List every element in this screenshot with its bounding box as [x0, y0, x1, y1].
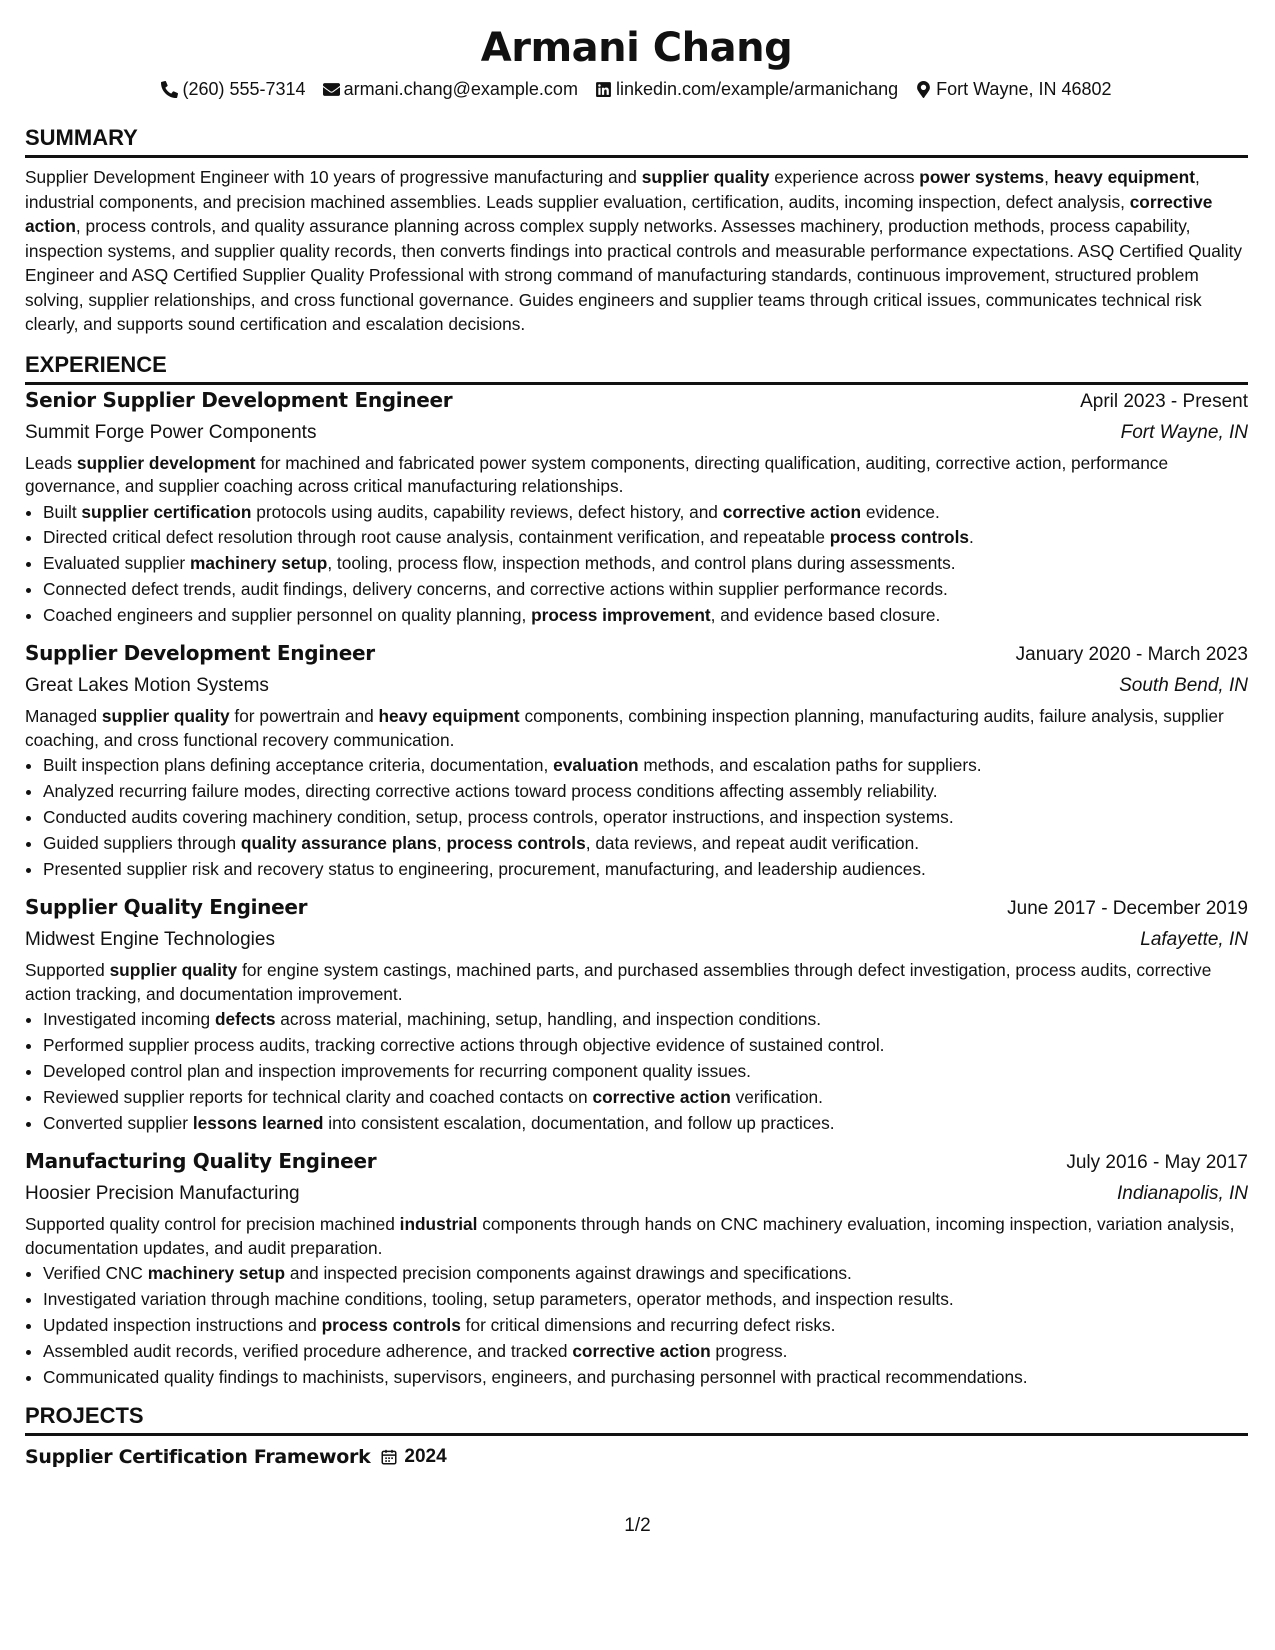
keyword-highlight: defects — [214, 1009, 276, 1030]
bullet-item — [43, 577, 1248, 603]
contact-phone — [161, 77, 305, 101]
job-title: Manufacturing Quality Engineer — [25, 1149, 377, 1174]
phone-icon — [161, 81, 178, 98]
bullet-item — [43, 1033, 1248, 1059]
job-header — [25, 638, 1248, 670]
text-run: Presented supplier risk and recovery status to engineering, procurement, manufacturing, and leadership audiences. — [43, 858, 926, 879]
bullet-item — [43, 1313, 1248, 1339]
phone-text: (260) 555-7314 — [182, 79, 306, 99]
keyword-highlight: corrective action — [722, 501, 862, 522]
project-date — [380, 1446, 446, 1468]
text-run: , — [436, 832, 447, 853]
text-run: progress. — [710, 1340, 788, 1361]
contact-linkedin[interactable] — [595, 77, 898, 101]
job-title: Supplier Development Engineer — [25, 641, 375, 666]
bullet-item — [43, 1059, 1248, 1085]
experience-list — [25, 385, 1248, 1391]
text-run: and inspected precision components against drawings and specifications. — [285, 1263, 852, 1284]
job-bullets — [25, 1007, 1248, 1136]
keyword-highlight: power systems — [919, 167, 1045, 187]
project-name: Supplier Certification Framework — [25, 1446, 371, 1469]
bullet-item — [43, 1111, 1248, 1137]
text-run: Built — [43, 501, 82, 522]
job-title: Senior Supplier Development Engineer — [25, 387, 453, 412]
job-company: Summit Forge Power Components — [25, 421, 317, 443]
bullet-item — [43, 1261, 1248, 1287]
text-run: Analyzed recurring failure modes, directing corrective actions toward process conditions affecting assembly reliability. — [43, 781, 938, 802]
job-bullets — [25, 753, 1248, 882]
bullet-item — [43, 500, 1248, 526]
job-entry — [25, 385, 1248, 629]
project-year: 2024 — [404, 1446, 447, 1468]
job-subheader — [25, 1178, 1248, 1210]
contact-email[interactable] — [323, 77, 578, 101]
text-run: protocols using audits, capability reviews, defect history, and — [251, 501, 723, 522]
job-entry — [25, 892, 1248, 1136]
summary-text — [25, 165, 1248, 337]
text-run: Managed — [25, 706, 102, 727]
text-run: across material, machining, setup, handling, and inspection conditions. — [275, 1009, 822, 1030]
text-run: Converted supplier — [43, 1112, 193, 1133]
text-run: Guided suppliers through — [43, 832, 241, 853]
job-location: South Bend, IN — [1119, 675, 1248, 697]
job-location: Fort Wayne, IN — [1120, 421, 1248, 443]
text-run: Coached engineers and supplier personnel on quality planning, — [43, 604, 532, 625]
bullet-item — [43, 1085, 1248, 1111]
text-run: , and evidence based closure. — [710, 604, 941, 625]
text-run: into consistent escalation, documentation, and follow up practices. — [323, 1112, 835, 1133]
keyword-highlight: supplier development — [76, 452, 256, 473]
job-header — [25, 1146, 1248, 1178]
keyword-highlight: heavy equipment — [1053, 167, 1195, 187]
text-run: Built inspection plans defining acceptance criteria, documentation, — [43, 755, 554, 776]
envelope-icon — [323, 81, 340, 98]
keyword-highlight: lessons learned — [192, 1112, 324, 1133]
page-number: 1/2 — [624, 1515, 651, 1536]
keyword-highlight: supplier quality — [101, 706, 230, 727]
job-dates: January 2020 - March 2023 — [1015, 644, 1248, 666]
text-run: evidence. — [861, 501, 940, 522]
keyword-highlight: supplier quality — [641, 167, 770, 187]
job-company: Hoosier Precision Manufacturing — [25, 1183, 300, 1205]
text-run: Evaluated supplier — [43, 553, 190, 574]
bullet-item — [43, 805, 1248, 831]
map-pin-icon — [915, 81, 932, 98]
text-run: Updated inspection instructions and — [43, 1315, 322, 1336]
email-text: armani.chang@example.com — [343, 79, 578, 99]
text-run: methods, and escalation paths for suppliers. — [638, 755, 982, 776]
job-location: Indianapolis, IN — [1117, 1183, 1248, 1205]
text-run: Developed control plan and inspection improvements for recurring component quality issues. — [43, 1061, 751, 1082]
candidate-name: Armani Chang — [480, 25, 793, 71]
experience-heading: EXPERIENCE — [25, 351, 1248, 385]
keyword-highlight: process improvement — [531, 604, 711, 625]
projects-heading: PROJECTS — [25, 1402, 1248, 1436]
contact-location — [915, 77, 1111, 101]
summary-heading: SUMMARY — [25, 124, 1248, 158]
text-run: Investigated incoming — [43, 1009, 215, 1030]
job-dates: April 2023 - Present — [1080, 390, 1248, 412]
keyword-highlight: heavy equipment — [378, 706, 520, 727]
keyword-highlight: supplier certification — [81, 501, 252, 522]
job-bullets — [25, 500, 1248, 629]
text-run: Supplier Development Engineer with 10 years of progressive manufacturing and — [25, 167, 642, 187]
job-description — [25, 1213, 1248, 1260]
text-run: for critical dimensions and recurring defect risks. — [460, 1315, 836, 1336]
linkedin-text: linkedin.com/example/armanichang — [615, 79, 899, 99]
job-location: Lafayette, IN — [1140, 929, 1248, 951]
text-run: , tooling, process flow, inspection methods, and control plans during assessments. — [327, 553, 956, 574]
bullet-item — [43, 779, 1248, 805]
bullet-item — [43, 603, 1248, 629]
job-entry — [25, 1146, 1248, 1390]
text-run: Performed supplier process audits, tracking corrective actions through objective evidence of sustained control. — [43, 1035, 885, 1056]
text-run: for machined and fabricated power system components, directing qualification, auditing, corrective action, performance governance, and supplier coaching across critical manufacturing relationships. — [25, 452, 1169, 496]
text-run: , industrial components, and precision machined assemblies. Leads supplier evaluation, certification, audits, incoming inspection, defect analysis, — [25, 167, 1200, 212]
text-run: for powertrain and — [229, 706, 379, 727]
job-description — [25, 959, 1248, 1006]
text-run: verification. — [730, 1086, 823, 1107]
linkedin-icon — [595, 81, 612, 98]
keyword-highlight: supplier quality — [109, 960, 238, 981]
job-title: Supplier Quality Engineer — [25, 895, 308, 920]
keyword-highlight: evaluation — [553, 755, 639, 776]
text-run: for engine system castings, machined parts, and purchased assemblies through defect investigation, process audits, corrective action tracking, and documentation improvement. — [25, 960, 1212, 1004]
job-bullets — [25, 1261, 1248, 1390]
keyword-highlight: machinery setup — [147, 1263, 286, 1284]
text-run: Directed critical defect resolution through root cause analysis, containment verification, and repeatable — [43, 527, 830, 548]
bullet-item — [43, 1007, 1248, 1033]
keyword-highlight: industrial — [399, 1214, 478, 1235]
bullet-item — [43, 1287, 1248, 1313]
text-run: Assembled audit records, verified procedure adherence, and tracked — [43, 1340, 573, 1361]
text-run: experience across — [769, 167, 920, 187]
text-run: , data reviews, and repeat audit verification. — [585, 832, 920, 853]
keyword-highlight: quality assurance plans — [240, 832, 437, 853]
text-run: Investigated variation through machine conditions, tooling, setup parameters, operator methods, and inspection results. — [43, 1289, 954, 1310]
text-run: Reviewed supplier reports for technical clarity and coached contacts on — [43, 1086, 593, 1107]
project-item — [25, 1442, 1248, 1472]
text-run: Supported — [25, 960, 110, 981]
job-subheader — [25, 670, 1248, 702]
text-run: Leads — [25, 452, 77, 473]
text-run: Verified CNC — [43, 1263, 148, 1284]
text-run: Connected defect trends, audit findings, delivery concerns, and corrective actions within supplier performance records. — [43, 578, 948, 599]
text-run: Supported quality control for precision machined — [25, 1214, 400, 1235]
text-run: Conducted audits covering machinery condition, setup, process controls, operator instructions, and inspection systems. — [43, 807, 954, 828]
keyword-highlight: process controls — [446, 832, 586, 853]
calendar-icon — [380, 1448, 398, 1466]
contact-bar — [25, 77, 1248, 101]
text-run: , — [1044, 167, 1054, 187]
text-run: components, combining inspection planning, manufacturing audits, failure analysis, supplier coaching, and cross functional recovery communication. — [25, 706, 1224, 750]
job-company: Great Lakes Motion Systems — [25, 675, 269, 697]
text-run: Communicated quality findings to machinists, supervisors, engineers, and purchasing personnel with practical recommendations. — [43, 1366, 1028, 1387]
keyword-highlight: corrective action — [592, 1086, 731, 1107]
job-entry — [25, 638, 1248, 882]
job-subheader — [25, 417, 1248, 449]
bullet-item — [43, 525, 1248, 551]
keyword-highlight: corrective action — [572, 1340, 711, 1361]
keyword-highlight: machinery setup — [189, 553, 328, 574]
text-run: . — [969, 527, 974, 548]
job-company: Midwest Engine Technologies — [25, 929, 275, 951]
keyword-highlight: process controls — [321, 1315, 461, 1336]
bullet-item — [43, 1365, 1248, 1391]
keyword-highlight: corrective action — [25, 191, 1213, 236]
job-dates: July 2016 - May 2017 — [1066, 1152, 1248, 1174]
resume-page — [25, 0, 1248, 1472]
text-run: , process controls, and quality assurance planning across complex supply networks. Assesses machinery, production methods, process capability, inspection systems, and supplier quality records, then converts findings into practical controls and measurable performance expectations. ASQ Certified Quality Engineer and ASQ Certified Supplier Quality Professional with strong command of manufacturing standards, continuous improvement, structured problem solving, supplier relationships, and cross functional governance. Guides engineers and supplier teams through critical issues, communicates technical risk clearly, and supports sound certification and escalation decisions. — [25, 216, 1243, 334]
bullet-item — [43, 857, 1248, 883]
job-header — [25, 385, 1248, 417]
job-subheader — [25, 924, 1248, 956]
bullet-item — [43, 551, 1248, 577]
job-description — [25, 452, 1248, 499]
bullet-item — [43, 753, 1248, 779]
job-dates: June 2017 - December 2019 — [1007, 898, 1248, 920]
job-description — [25, 705, 1248, 752]
location-text: Fort Wayne, IN 46802 — [936, 79, 1112, 99]
job-header — [25, 892, 1248, 924]
keyword-highlight: process controls — [829, 527, 969, 548]
text-run: components through hands on CNC machinery evaluation, incoming inspection, variation analysis, documentation updates, and audit preparation. — [25, 1214, 1235, 1258]
bullet-item — [43, 1339, 1248, 1365]
bullet-item — [43, 831, 1248, 857]
